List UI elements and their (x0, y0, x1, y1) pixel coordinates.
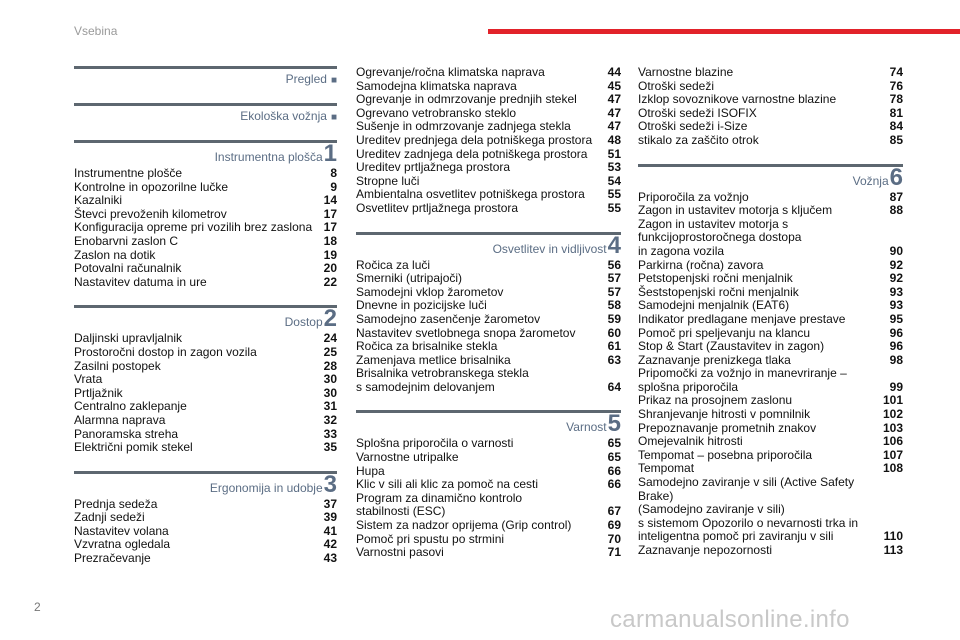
section-header (74, 471, 337, 498)
toc-section (356, 410, 621, 559)
entry-page: 51 (607, 146, 621, 161)
entry-title: Zasilni postopek (74, 358, 161, 373)
entry-page: 60 (607, 325, 621, 340)
toc-entry[interactable] (638, 435, 903, 449)
toc-entry[interactable] (638, 80, 903, 94)
toc-entry[interactable] (638, 191, 903, 205)
toc-entry[interactable] (638, 476, 903, 544)
entry-title: Ureditev zadnjega dela potniškega prostora (356, 146, 588, 161)
entry-page: 20 (323, 261, 337, 276)
entry-title: Enobarvni zaslon C (74, 233, 179, 248)
entry-page: 70 (607, 531, 621, 546)
entry-page: 95 (889, 311, 903, 326)
toc-entry[interactable] (356, 519, 621, 533)
toc-entry[interactable] (356, 107, 621, 121)
entry-title: Otroški sedeži i-Size (638, 119, 748, 134)
toc-entry[interactable] (638, 449, 903, 463)
entry-title: Prostoročni dostop in zagon vozila (74, 344, 257, 359)
entry-page: 108 (882, 461, 903, 476)
entry-page: 93 (889, 298, 903, 313)
toc-section (638, 164, 903, 558)
entry-page: 113 (883, 543, 903, 557)
toc-entry[interactable] (356, 451, 621, 465)
entry-title: Program za dinamično kontrolo stabilnosti (ESC) (356, 490, 523, 519)
entry-page: 55 (607, 200, 621, 215)
entry-title: Prtljažnik (74, 385, 123, 400)
entry-title: Nastavitev volana (74, 523, 169, 538)
entry-title: Instrumentne plošče (74, 166, 183, 180)
entry-page: 17 (323, 220, 337, 235)
section-heading (284, 305, 337, 333)
entry-title: Števci prevoženih kilometrov (74, 206, 227, 221)
entry-page: 61 (607, 339, 621, 354)
toc-entry[interactable] (74, 208, 337, 222)
toc-entry[interactable] (74, 428, 337, 442)
chapter-number: 5 (607, 410, 621, 438)
section-header (74, 66, 337, 89)
toc-entry[interactable] (74, 276, 337, 290)
entry-page: 19 (323, 247, 337, 262)
entry-page: 45 (607, 78, 621, 93)
toc-entry[interactable] (74, 332, 337, 346)
entry-page: 102 (882, 407, 903, 422)
entry-page: 65 (607, 436, 621, 451)
entry-title: Ročica za brisalnike stekla (356, 339, 498, 354)
entry-page: 9 (330, 179, 337, 194)
entry-title: Pripomočki za vožnjo in manevriranje – splošna priporočila (638, 366, 847, 394)
toc-entry[interactable] (638, 218, 903, 259)
entry-title: Tempomat – posebna priporočila (638, 447, 813, 462)
toc-section (74, 471, 337, 566)
entry-title: Nastavitev svetlobnega snopa žarometov (356, 325, 576, 340)
section-heading (214, 140, 337, 167)
toc-section (74, 140, 337, 289)
entry-page: 96 (889, 325, 903, 340)
entry-list (74, 167, 337, 289)
entry-page: 101 (882, 393, 903, 408)
section-heading (852, 163, 903, 191)
entry-title: Prikaz na prosojnem zaslonu (638, 393, 793, 408)
entry-title: Zaslon na dotik (74, 247, 156, 262)
page-number: 2 (34, 600, 41, 614)
entry-title: Vrata (74, 372, 103, 387)
toc-entry[interactable] (638, 367, 903, 394)
entry-list (74, 332, 337, 454)
entry-page: 63 (607, 352, 621, 367)
toc-entry[interactable] (356, 134, 621, 148)
entry-title: Petstopenjski ročni menjalnik (638, 271, 793, 286)
toc-entry[interactable] (356, 437, 621, 451)
entry-title: Prednja sedeža (74, 496, 158, 511)
entry-page: 28 (323, 358, 337, 373)
entry-page: 42 (323, 537, 337, 552)
entry-title: Kontrolne in opozorilne lučke (74, 179, 229, 194)
toc-entry[interactable] (638, 544, 903, 558)
entry-page: 78 (889, 92, 903, 107)
chapter-number: 4 (607, 231, 621, 259)
section-heading (240, 109, 337, 123)
square-bullet-icon: ■ (330, 75, 337, 86)
entry-page: 66 (607, 463, 621, 478)
entry-page: 59 (607, 311, 621, 326)
entry-title: Splošna priporočila o varnosti (356, 436, 514, 451)
entry-page: 33 (323, 426, 337, 441)
entry-page: 43 (323, 551, 337, 566)
toc-entry[interactable] (74, 181, 337, 195)
entry-title: Klic v sili ali klic za pomoč na cesti (356, 477, 539, 492)
entry-list (356, 259, 621, 395)
entry-page: 35 (323, 440, 337, 455)
entry-page: 30 (323, 385, 337, 400)
entry-page: 24 (323, 331, 337, 346)
entry-title: Otroški sedeži ISOFIX (638, 105, 757, 120)
entry-page: 55 (607, 187, 621, 202)
section-title: Pregled (285, 72, 327, 86)
entry-page: 67 (607, 504, 621, 519)
toc-entry[interactable] (356, 202, 621, 216)
entry-page: 57 (607, 284, 621, 299)
entry-page: 65 (607, 450, 621, 465)
entry-page: 56 (607, 257, 621, 272)
toc-column-right (638, 66, 903, 574)
entry-page: 98 (889, 352, 903, 367)
toc-entry[interactable] (74, 552, 337, 566)
entry-page: 66 (607, 477, 621, 492)
toc-entry[interactable] (638, 134, 903, 148)
entry-list (356, 437, 621, 559)
entry-title: Ročica za luči (356, 257, 431, 272)
entry-page: 96 (889, 339, 903, 354)
section-header (74, 305, 337, 332)
entry-page: 85 (889, 132, 903, 147)
toc-entry[interactable] (638, 120, 903, 134)
entry-title: Zamenjava metlice brisalnika (356, 352, 511, 367)
toc-entry[interactable] (638, 340, 903, 354)
section-title: Ergonomija in udobje (209, 480, 323, 495)
toc-entry[interactable] (638, 93, 903, 107)
entry-page: 41 (323, 523, 337, 538)
section-title: Varnost (566, 420, 607, 435)
toc-entry[interactable] (356, 259, 621, 273)
toc-entry[interactable] (356, 66, 621, 80)
entry-title: Centralno zaklepanje (74, 399, 187, 414)
toc-entry[interactable] (356, 272, 621, 286)
toc-entry[interactable] (74, 235, 337, 249)
toc-entry[interactable] (638, 272, 903, 286)
toc-entry[interactable] (74, 373, 337, 387)
toc-entry[interactable] (74, 498, 337, 512)
toc-entry[interactable] (356, 148, 621, 162)
entry-page: 39 (323, 510, 337, 525)
toc-section (638, 66, 903, 148)
section-title: Dostop (284, 315, 323, 330)
entry-page: 87 (889, 189, 903, 204)
entry-title: Ureditev prednjega dela potniškega prostora (356, 132, 593, 147)
toc-entry[interactable] (638, 313, 903, 327)
entry-page: 76 (889, 78, 903, 93)
entry-title: Varnostne blazine (638, 65, 734, 79)
entry-title: Stropne luči (356, 173, 420, 188)
entry-page: 47 (607, 119, 621, 134)
entry-page: 81 (889, 105, 903, 120)
entry-page: 47 (607, 92, 621, 107)
entry-page: 31 (323, 399, 337, 414)
entry-list (638, 191, 903, 558)
toc-entry[interactable] (356, 478, 621, 492)
entry-title: Dnevne in pozicijske luči (356, 298, 487, 313)
entry-title: Kazalniki (74, 193, 123, 208)
toc-entry[interactable] (638, 462, 903, 476)
entry-title: Alarmna naprava (74, 412, 166, 427)
entry-page: 103 (882, 420, 903, 435)
toc-entry[interactable] (74, 525, 337, 539)
chapter-number: 6 (889, 163, 903, 191)
entry-title: Panoramska streha (74, 426, 179, 441)
entry-title: Varnostne utripalke (356, 450, 459, 465)
entry-page: 107 (882, 447, 903, 462)
entry-list (356, 66, 621, 216)
toc-entry[interactable] (74, 538, 337, 552)
toc-entry[interactable] (356, 327, 621, 341)
section-header (74, 103, 337, 126)
toc-entry[interactable] (74, 221, 337, 235)
toc-entry[interactable] (638, 204, 903, 218)
section-heading (492, 231, 621, 259)
header-accent-bar (488, 29, 960, 34)
section-title: Osvetlitev in vidljivost (492, 241, 607, 256)
entry-title: Hupa (356, 463, 385, 478)
entry-title: Stop & Start (Zaustavitev in zagon) (638, 339, 825, 354)
toc-entry[interactable] (638, 299, 903, 313)
entry-title: Pomoč pri speljevanju na klancu (638, 325, 811, 340)
entry-title: Samodejna klimatska naprava (356, 78, 517, 93)
chapter-number: 1 (323, 140, 337, 167)
entry-title: Shranjevanje hitrosti v pomnilnik (638, 407, 811, 422)
entry-title: Samodejno zaviranje v sili (Active Safety Brake) (Samodejno zaviranje v sili) s sistemom Opozorilo o nevarnosti trka in inteligentna pomoč pri zaviranju v sili (638, 475, 859, 544)
toc-entry[interactable] (638, 422, 903, 436)
entry-page: 110 (883, 529, 903, 544)
toc-entry[interactable] (74, 360, 337, 374)
entry-title: Ogrevanje/ročna klimatska naprava (356, 65, 545, 79)
toc-entry[interactable] (356, 161, 621, 175)
toc-entry[interactable] (74, 511, 337, 525)
entry-page: 58 (607, 298, 621, 313)
toc-entry[interactable] (356, 313, 621, 327)
toc-section (74, 66, 337, 89)
entry-title: Varnostni pasovi (356, 545, 444, 560)
entry-list (638, 66, 903, 148)
toc-section (356, 66, 621, 216)
chapter-number: 3 (323, 470, 337, 498)
toc-column-left (74, 66, 337, 582)
toc-entry[interactable] (638, 327, 903, 341)
toc-entry[interactable] (356, 367, 621, 394)
entry-title: Samodejni vklop žarometov (356, 284, 504, 299)
toc-entry[interactable] (356, 492, 621, 519)
entry-title: Zaznavanje prenizkega tlaka (638, 352, 791, 367)
section-header (356, 232, 621, 259)
entry-title: Zadnji sedeži (74, 510, 145, 525)
entry-title: Sušenje in odmrzovanje zadnjega stekla (356, 119, 571, 134)
toc-entry[interactable] (74, 441, 337, 455)
entry-page: 32 (323, 412, 337, 427)
entry-title: Pomoč pri spustu po strmini (356, 531, 505, 546)
toc-entry[interactable] (74, 387, 337, 401)
entry-title: Daljinski upravljalnik (74, 331, 183, 346)
square-bullet-icon: ■ (330, 112, 337, 123)
entry-title: Osvetlitev prtljažnega prostora (356, 200, 519, 215)
entry-title: Potovalni računalnik (74, 261, 182, 276)
section-header (74, 140, 337, 167)
toc-section (74, 103, 337, 126)
toc-entry[interactable] (74, 346, 337, 360)
running-header-title: Vsebina (74, 24, 118, 38)
toc-section (74, 305, 337, 454)
entry-page: 47 (607, 105, 621, 120)
entry-title: Otroški sedeži (638, 78, 715, 93)
entry-title: Omejevalnik hitrosti (638, 434, 743, 449)
entry-page: 53 (607, 160, 621, 175)
entry-page: 90 (889, 243, 903, 258)
entry-title: Indikator predlagane menjave prestave (638, 311, 846, 326)
entry-page: 57 (607, 271, 621, 286)
entry-page: 106 (882, 434, 903, 449)
toc-entry[interactable] (356, 546, 621, 560)
toc-column-middle (356, 66, 621, 576)
entry-title: Brisalnika vetrobranskega stekla s samodejnim delovanjem (356, 366, 529, 394)
toc-entry[interactable] (74, 167, 337, 181)
entry-title: Samodejno zasenčenje žarometov (356, 311, 541, 326)
entry-title: Zagon in ustavitev motorja s ključem (638, 203, 833, 218)
entry-page: 99 (889, 379, 903, 394)
section-heading (209, 470, 337, 498)
entry-title: Tempomat (638, 461, 695, 476)
toc-entry[interactable] (74, 414, 337, 428)
entry-title: Smerniki (utripajoči) (356, 271, 463, 286)
toc-entry[interactable] (638, 107, 903, 121)
toc-entry[interactable] (356, 80, 621, 94)
chapter-number: 2 (323, 305, 337, 333)
entry-title: Parkirna (ročna) zavora (638, 257, 764, 272)
toc-entry[interactable] (356, 465, 621, 479)
toc-entry[interactable] (638, 259, 903, 273)
toc-entry[interactable] (638, 354, 903, 368)
entry-page: 93 (889, 284, 903, 299)
entry-title: Samodejni menjalnik (EAT6) (638, 298, 790, 313)
section-title: Vožnja (852, 173, 889, 188)
entry-page: 8 (330, 166, 337, 180)
entry-page: 84 (889, 119, 903, 134)
entry-title: Šeststopenjski ročni menjalnik (638, 284, 799, 299)
toc-entry[interactable] (356, 286, 621, 300)
entry-title: Konfiguracija opreme pri vozilih brez zaslona (74, 220, 313, 235)
toc-entry[interactable] (638, 394, 903, 408)
entry-page: 88 (889, 203, 903, 218)
entry-page: 37 (323, 496, 337, 511)
entry-page: 64 (607, 379, 621, 394)
entry-page: 92 (889, 271, 903, 286)
toc-entry[interactable] (74, 400, 337, 414)
entry-title: Zagon in ustavitev motorja s funkcijoprostoročnega dostopa in zagona vozila (638, 216, 802, 258)
toc-entry[interactable] (356, 188, 621, 202)
toc-entry[interactable] (356, 175, 621, 189)
section-header (638, 164, 903, 191)
entry-title: Električni pomik stekel (74, 440, 193, 455)
entry-page: 18 (323, 233, 337, 248)
entry-title: Prepoznavanje prometnih znakov (638, 420, 817, 435)
toc-entry[interactable] (74, 249, 337, 263)
entry-page: 69 (607, 518, 621, 533)
toc-entry[interactable] (638, 408, 903, 422)
entry-page: 48 (607, 132, 621, 147)
entry-title: Izklop sovoznikove varnostne blazine (638, 92, 837, 107)
entry-title: Ureditev prtljažnega prostora (356, 160, 511, 175)
toc-entry[interactable] (638, 66, 903, 80)
toc-entry[interactable] (356, 533, 621, 547)
entry-list (74, 498, 337, 566)
entry-page: 54 (607, 173, 621, 188)
entry-title: Zaznavanje nepozornosti (638, 543, 773, 557)
entry-page: 30 (323, 372, 337, 387)
section-heading (286, 72, 337, 86)
entry-title: Prezračevanje (74, 551, 151, 566)
entry-page: 14 (323, 193, 337, 208)
entry-page: 71 (607, 545, 621, 560)
entry-page: 74 (889, 65, 903, 79)
section-title: Instrumentna plošča (214, 150, 323, 164)
entry-title: Ogrevanje in odmrzovanje prednjih stekel (356, 92, 577, 107)
toc-entry[interactable] (74, 262, 337, 276)
section-title: Ekološka vožnja (240, 109, 327, 123)
entry-page: 22 (323, 274, 337, 289)
entry-title: Ogrevano vetrobransko steklo (356, 105, 517, 120)
toc-entry[interactable] (356, 299, 621, 313)
toc-entry[interactable] (356, 354, 621, 368)
entry-title: stikalo za zaščito otrok (638, 132, 759, 147)
entry-title: Ambientalna osvetlitev potniškega prostora (356, 187, 585, 202)
toc-entry[interactable] (74, 194, 337, 208)
toc-entry[interactable] (356, 93, 621, 107)
entry-title: Nastavitev datuma in ure (74, 274, 207, 289)
entry-page: 92 (889, 257, 903, 272)
toc-entry[interactable] (356, 120, 621, 134)
toc-entry[interactable] (638, 286, 903, 300)
toc-section (356, 232, 621, 395)
entry-page: 44 (607, 65, 621, 79)
entry-page: 17 (323, 206, 337, 221)
watermark: carmanualsonline.info (610, 606, 850, 633)
section-header (356, 410, 621, 437)
toc-entry[interactable] (356, 340, 621, 354)
section-heading (566, 410, 621, 438)
entry-title: Sistem za nadzor oprijema (Grip control) (356, 518, 572, 533)
entry-page: 25 (323, 344, 337, 359)
entry-title: Vzvratna ogledala (74, 537, 171, 552)
entry-title: Priporočila za vožnjo (638, 189, 749, 204)
